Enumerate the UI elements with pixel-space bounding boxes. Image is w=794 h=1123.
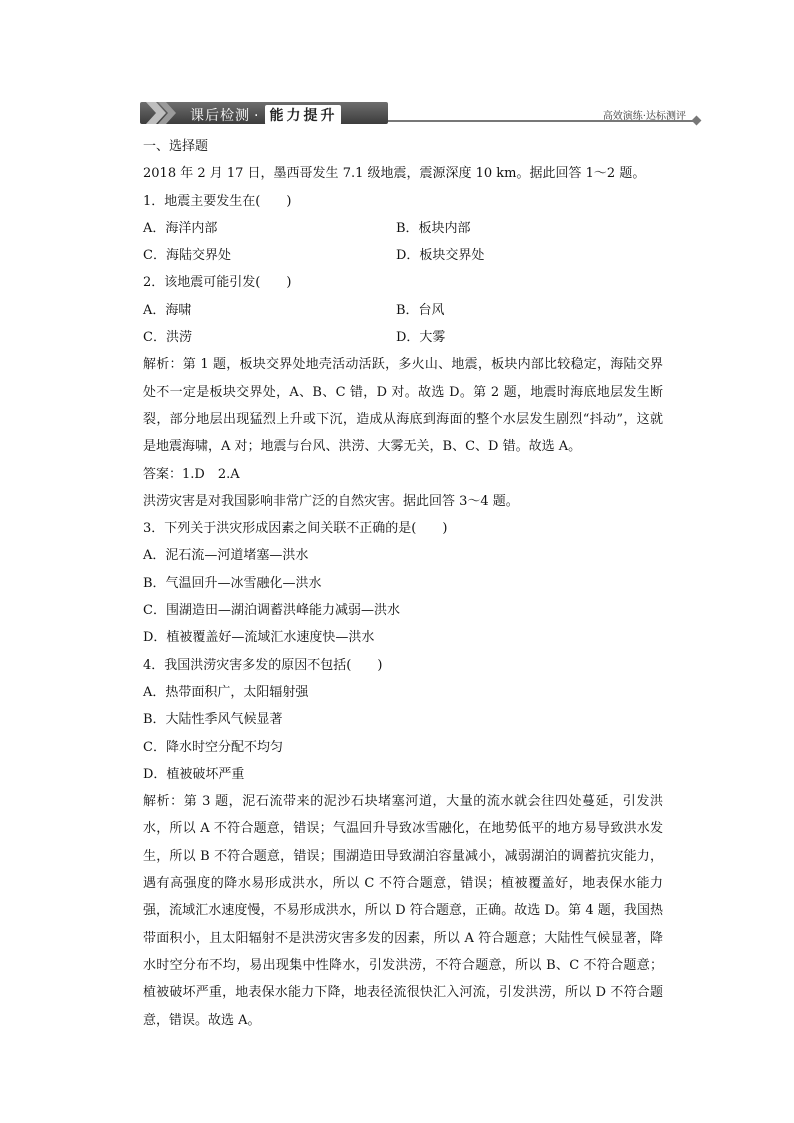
option-a: A．泥石流—河道堵塞—洪水 [143,548,309,564]
question-1-options-row-2 [143,242,663,269]
header-title-text: 课后检测 [190,108,250,124]
option-d: D．植被覆盖好—流域汇水速度快—洪水 [143,630,375,646]
analysis-2: 解析：第 3 题，泥石流带来的泥沙石块堵塞河道，大量的流水就会往四处蔓延，引发洪水，所以 A 不符合题意，错误；气温回升导致冰雪融化，在地势低平的地方易导致洪水发生，所以 B 不符合题意，错误；围湖造田导致湖泊容量减小，减弱湖泊的调蓄抗灾能力，遇有高强度的降水易形成洪水，所以 C 不符合题意，错误；植被覆盖好，地表保水能力强，流域汇水速度慢，不易形成洪水，所以 D 符合题意，正确。故选 D。第 4 题，我国热带面积小，且太阳辐射不是洪涝灾害多发的因素，所以 A 符合题意；大陆性气候显著，降水时空分布不均，易出现集中性降水，引发洪涝，不符合题意，所以 B、C 不符合题意；植被破坏严重，地表保水能力下降，地表径流很快汇入河流，引发洪涝，所以 D 不符合题意，错误。故选 A。 [143,794,663,1028]
question-4-stem: 4．我国洪涝灾害多发的原因不包括( ) [143,657,383,673]
section-title: 一、选择题 [143,139,209,154]
answer-1: 答案：1.D 2.A [143,466,240,482]
option-b: B．板块内部 [396,220,471,236]
section-header [140,100,700,126]
header-banner [140,102,388,124]
option-a: A．海洋内部 [143,220,218,236]
question-2-options-row-1 [143,297,663,324]
option-d: D．板块交界处 [396,248,485,264]
question-2-options-row-2 [143,324,663,351]
header-title-separator: · [254,108,260,124]
question-3-stem: 3．下列关于洪灾形成因素之间关联不正确的是( ) [143,521,448,537]
option-b: B．大陆性季风气候显著 [143,712,283,728]
option-b: B．气温回升—冰雪融化—洪水 [143,575,322,591]
option-a: A．海啸 [143,302,192,318]
option-b: B．台风 [396,302,445,318]
header-title [190,105,341,125]
option-c: C．降水时空分配不均匀 [143,739,283,755]
header-highlight: 能力提升 [265,105,341,125]
intro-1: 2018 年 2 月 17 日，墨西哥发生 7.1 级地震，震源深度 10 km。据此回答 1～2 题。 [143,166,646,182]
option-a: A．热带面积广，太阳辐射强 [143,684,309,700]
chevron-right-icon [144,102,178,124]
option-d: D．植被破坏严重 [143,766,245,782]
option-c: C．洪涝 [143,330,192,346]
question-2-stem: 2．该地震可能引发( ) [143,275,292,291]
header-slogan: 高效演练·达标测评 [602,111,686,122]
option-c: C．海陆交界处 [143,248,231,264]
option-d: D．大雾 [396,330,446,346]
option-c: C．围湖造田—湖泊调蓄洪峰能力减弱—洪水 [143,603,400,619]
intro-2: 洪涝灾害是对我国影响非常广泛的自然灾害。据此回答 3～4 题。 [143,493,519,509]
analysis-1: 解析：第 1 题，板块交界处地壳活动活跃，多火山、地震，板块内部比较稳定，海陆交界处不一定是板块交界处，A、B、C 错，D 对。故选 D。第 2 题，地震时海底地层发生断裂，部分地层出现猛烈上升或下沉，造成从海底到海面的整个水层发生剧烈“抖动”，这就是地震海啸，A 对；地震与台风、洪涝、大雾无关，B、C、D 错。故选 A。 [143,357,663,455]
diamond-icon [692,116,702,126]
question-1-options-row-1 [143,215,663,242]
question-1-stem: 1．地震主要发生在( ) [143,193,292,209]
page-content [143,133,663,1034]
